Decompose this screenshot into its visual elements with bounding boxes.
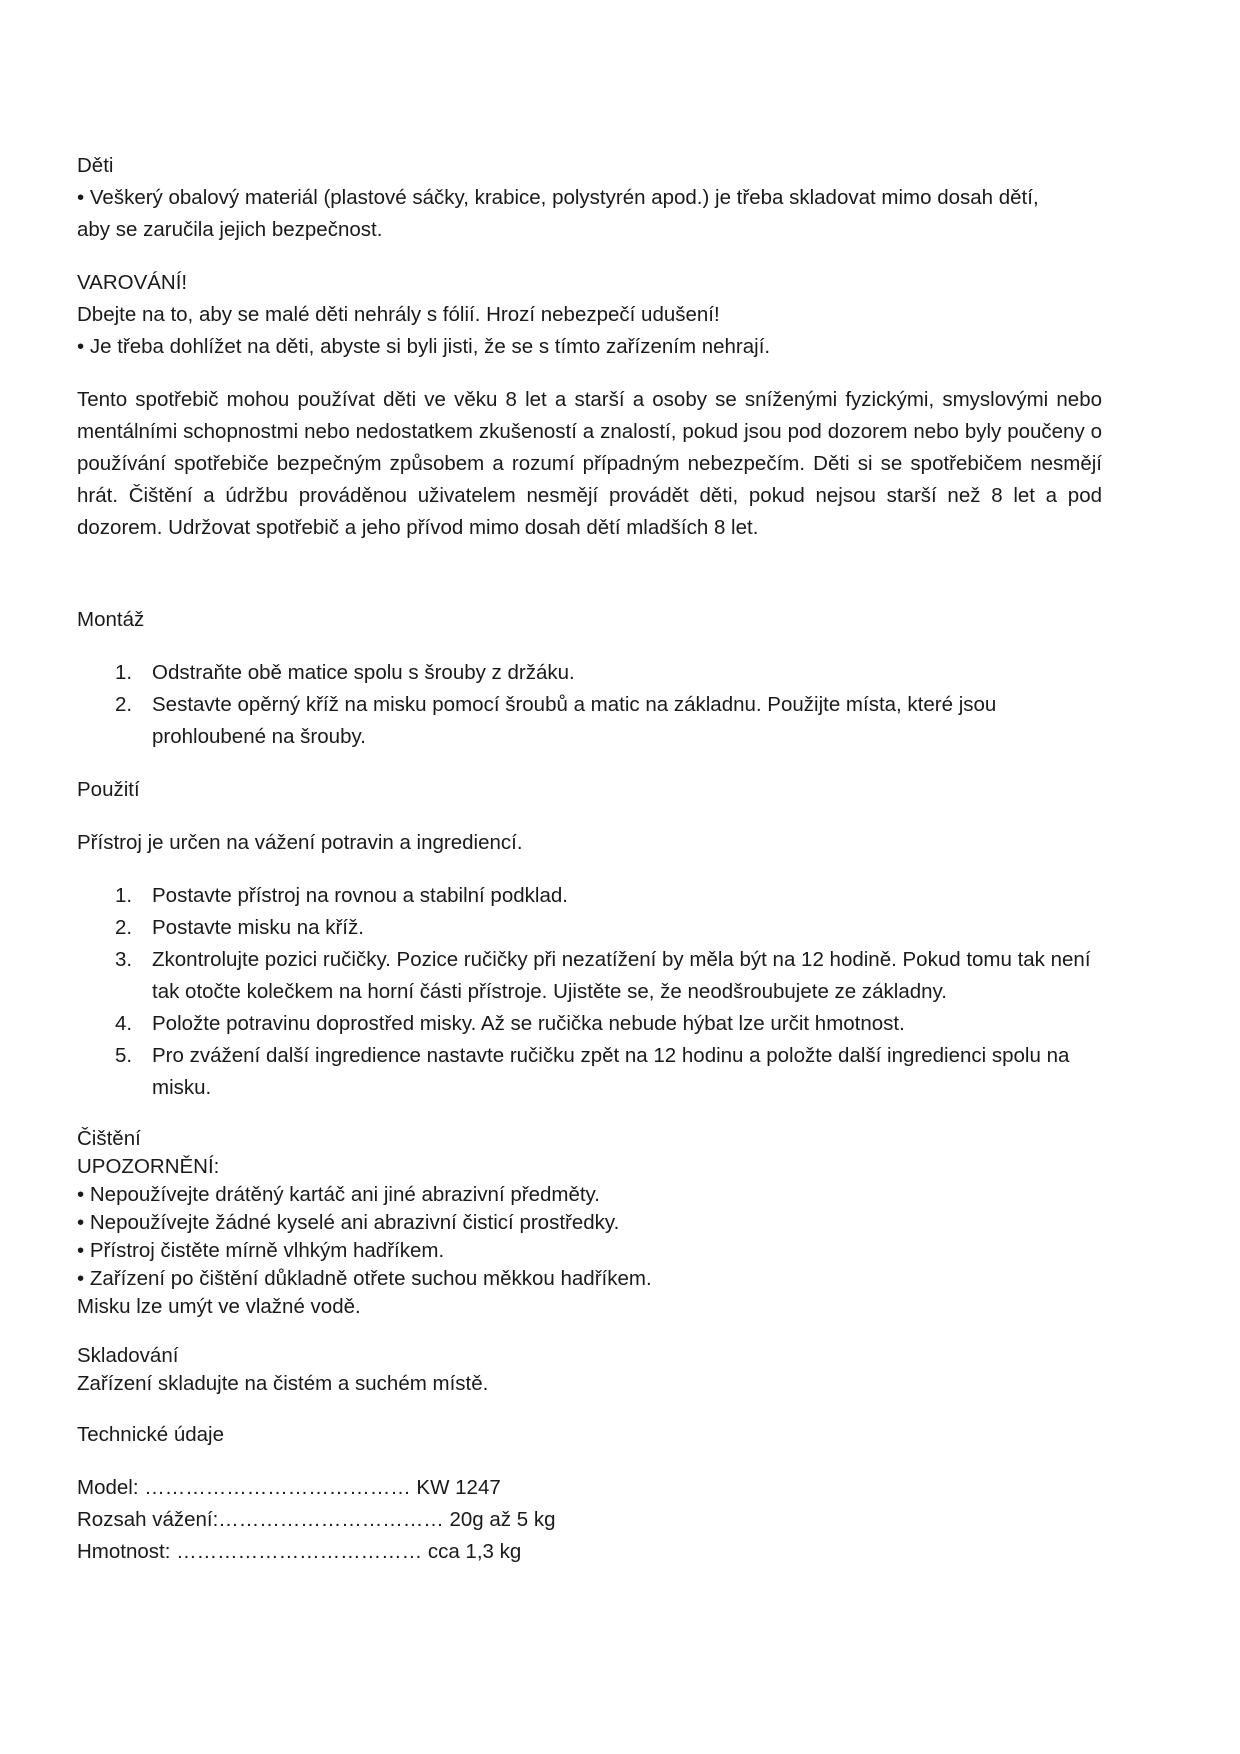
spec-label: Rozsah vážení:…………………………… [77,1508,444,1531]
list-item: 1. Odstraňte obě matice spolu s šrouby z držáku. [115,661,575,684]
cleaning-bullet: • Zařízení po čištění důkladně otřete suchou měkkou hadříkem. [77,1267,652,1290]
warning-title: VAROVÁNÍ! [77,271,188,294]
storage-heading: Skladování [77,1344,179,1367]
list-item: 4. Položte potravinu doprostřed misky. Až se ručička nebude hýbat lze určit hmotnost. [115,1012,905,1035]
children-bullet-supervise: • Je třeba dohlížet na děti, abyste si byli jisti, že se s tímto zařízením nehrají. [77,335,771,358]
cleaning-bullet: • Přístroj čistěte mírně vlhkým hadříkem. [77,1239,445,1262]
list-item: 2. Postavte misku na kříž. [115,916,364,939]
usage-steps [77,880,1102,1104]
usage-intro: Přístroj je určen na vážení potravin a ingrediencí. [77,831,523,854]
cleaning-bullet: • Nepoužívejte drátěný kartáč ani jiné abrazivní předměty. [77,1183,600,1206]
cleaning-bullet: • Nepoužívejte žádné kyselé ani abrazivní čisticí prostředky. [77,1211,620,1234]
children-heading: Děti [77,154,114,177]
safety-paragraph: Tento spotřebič mohou používat děti ve věku 8 let a starší a osoby se sníženými fyzickými, smyslovými nebo mentálními schopnostmi nebo nedostatkem zkušeností a znalostí, pokud jsou pod dozorem nebo byly poučeny o používání spotřebiče bezpečným způsobem a rozumí případným nebezpečím. Děti si se spotřebičem nesmějí hrát. Čištění a údržbu prováděnou uživatelem nesmějí provádět děti, pokud nejsou starší než 8 let a pod dozorem. Udržovat spotřebič a jeho přívod mimo dosah dětí mladších 8 let. [77,388,1102,539]
assembly-steps [77,657,1102,753]
spec-value: KW 1247 [410,1476,501,1499]
cleaning-heading: Čištění [77,1127,141,1150]
usage-heading: Použití [77,778,140,801]
warning-text: Dbejte na to, aby se malé děti nehrály s fólií. Hrozí nebezpečí udušení! [77,303,720,326]
list-item: 5. Pro zvážení další ingredience nastavte ručičku zpět na 12 hodinu a položte další ingredienci spolu na misku. [115,1044,1070,1099]
spec-value: 20g až 5 kg [443,1508,556,1531]
list-item: 2. Sestavte opěrný kříž na misku pomocí šroubů a matic na základnu. Použijte místa, které jsou prohloubené na šrouby. [115,693,997,748]
spec-value: cca 1,3 kg [422,1540,522,1563]
assembly-heading: Montáž [77,608,145,631]
spec-row-model [77,1472,1102,1504]
list-item: 3. Zkontrolujte pozici ručičky. Pozice ručičky při nezatížení by měla být na 12 hodině. Pokud tomu tak není tak otočte kolečkem na horní části přístroje. Ujistěte se, že neodšroubujete ze základny. [115,948,1091,1003]
cleaning-notice: UPOZORNĚNÍ: [77,1155,220,1178]
spec-label: Model: ………………………………… [77,1476,411,1499]
spec-row-range [77,1504,1102,1536]
children-bullet-packaging: • Veškerý obalový materiál (plastové sáčky, krabice, polystyrén apod.) je třeba skladovat mimo dosah dětí, [77,186,1039,209]
cleaning-note: Misku lze umýt ve vlažné vodě. [77,1295,361,1318]
document-page [77,150,1102,1568]
children-bullet-packaging-cont: aby se zaručila jejich bezpečnost. [77,218,383,241]
storage-text: Zařízení skladujte na čistém a suchém místě. [77,1372,489,1395]
spec-row-weight [77,1536,1102,1568]
list-item: 1. Postavte přístroj na rovnou a stabilní podklad. [115,884,568,907]
spec-label: Hmotnost: ……………………………… [77,1540,423,1563]
specs-heading: Technické údaje [77,1423,225,1446]
